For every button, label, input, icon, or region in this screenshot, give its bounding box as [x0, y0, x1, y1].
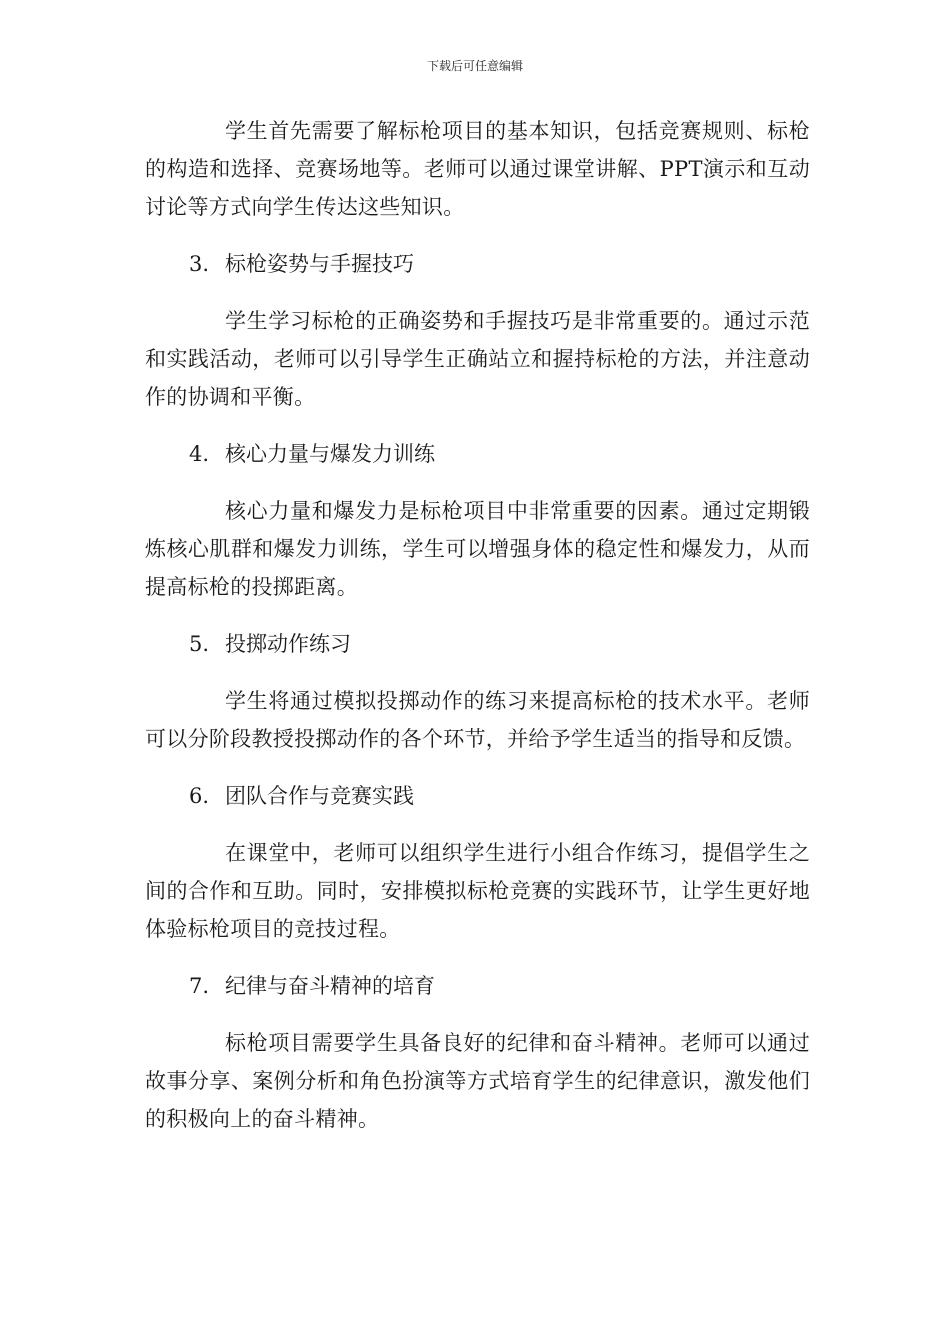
section-number: 4.	[189, 442, 210, 466]
spacer	[145, 283, 810, 302]
spacer	[145, 758, 810, 777]
spacer	[145, 226, 810, 245]
section-title: 标枪姿势与手握技巧	[225, 252, 414, 276]
section-heading-4	[145, 435, 810, 473]
spacer	[145, 948, 810, 967]
paragraph-intro: 学生首先需要了解标枪项目的基本知识，包括竞赛规则、标枪的构造和选择、竞赛场地等。老师可以通过课堂讲解、PPT演示和互动讨论等方式向学生传达这些知识。	[145, 119, 810, 219]
section-title: 投掷动作练习	[225, 632, 351, 656]
spacer	[145, 416, 810, 435]
section-number: 5.	[189, 632, 210, 656]
section-heading-3	[145, 245, 810, 283]
section-paragraph-4: 核心力量和爆发力是标枪项目中非常重要的因素。通过定期锻炼核心肌群和爆发力训练，学生可以增强身体的稳定性和爆发力，从而提高标枪的投掷距离。	[145, 499, 810, 599]
section-title: 团队合作与竞赛实践	[225, 784, 414, 808]
section-heading-6	[145, 777, 810, 815]
section-title: 核心力量与爆发力训练	[225, 442, 435, 466]
section-paragraph-5: 学生将通过模拟投掷动作的练习来提高标枪的技术水平。老师可以分阶段教授投掷动作的各个环节，并给予学生适当的指导和反馈。	[145, 689, 810, 751]
spacer	[145, 663, 810, 682]
document-body	[145, 112, 810, 1138]
spacer	[145, 473, 810, 492]
section-number: 6.	[189, 784, 210, 808]
spacer	[145, 606, 810, 625]
section-paragraph-3: 学生学习标枪的正确姿势和手握技巧是非常重要的。通过示范和实践活动，老师可以引导学生正确站立和握持标枪的方法，并注意动作的协调和平衡。	[145, 309, 810, 409]
section-heading-5	[145, 625, 810, 663]
section-paragraph-7: 标枪项目需要学生具备良好的纪律和奋斗精神。老师可以通过故事分享、案例分析和角色扮演等方式培育学生的纪律意识，激发他们的积极向上的奋斗精神。	[145, 1031, 810, 1131]
page-header: 下载后可任意编辑	[426, 59, 523, 73]
spacer	[145, 1005, 810, 1024]
section-number: 3.	[189, 252, 210, 276]
section-title: 纪律与奋斗精神的培育	[225, 974, 435, 998]
section-paragraph-6: 在课堂中，老师可以组织学生进行小组合作练习，提倡学生之间的合作和互助。同时，安排模拟标枪竞赛的实践环节，让学生更好地体验标枪项目的竞技过程。	[145, 841, 810, 941]
section-number: 7.	[189, 974, 210, 998]
spacer	[145, 815, 810, 834]
section-heading-7	[145, 967, 810, 1005]
